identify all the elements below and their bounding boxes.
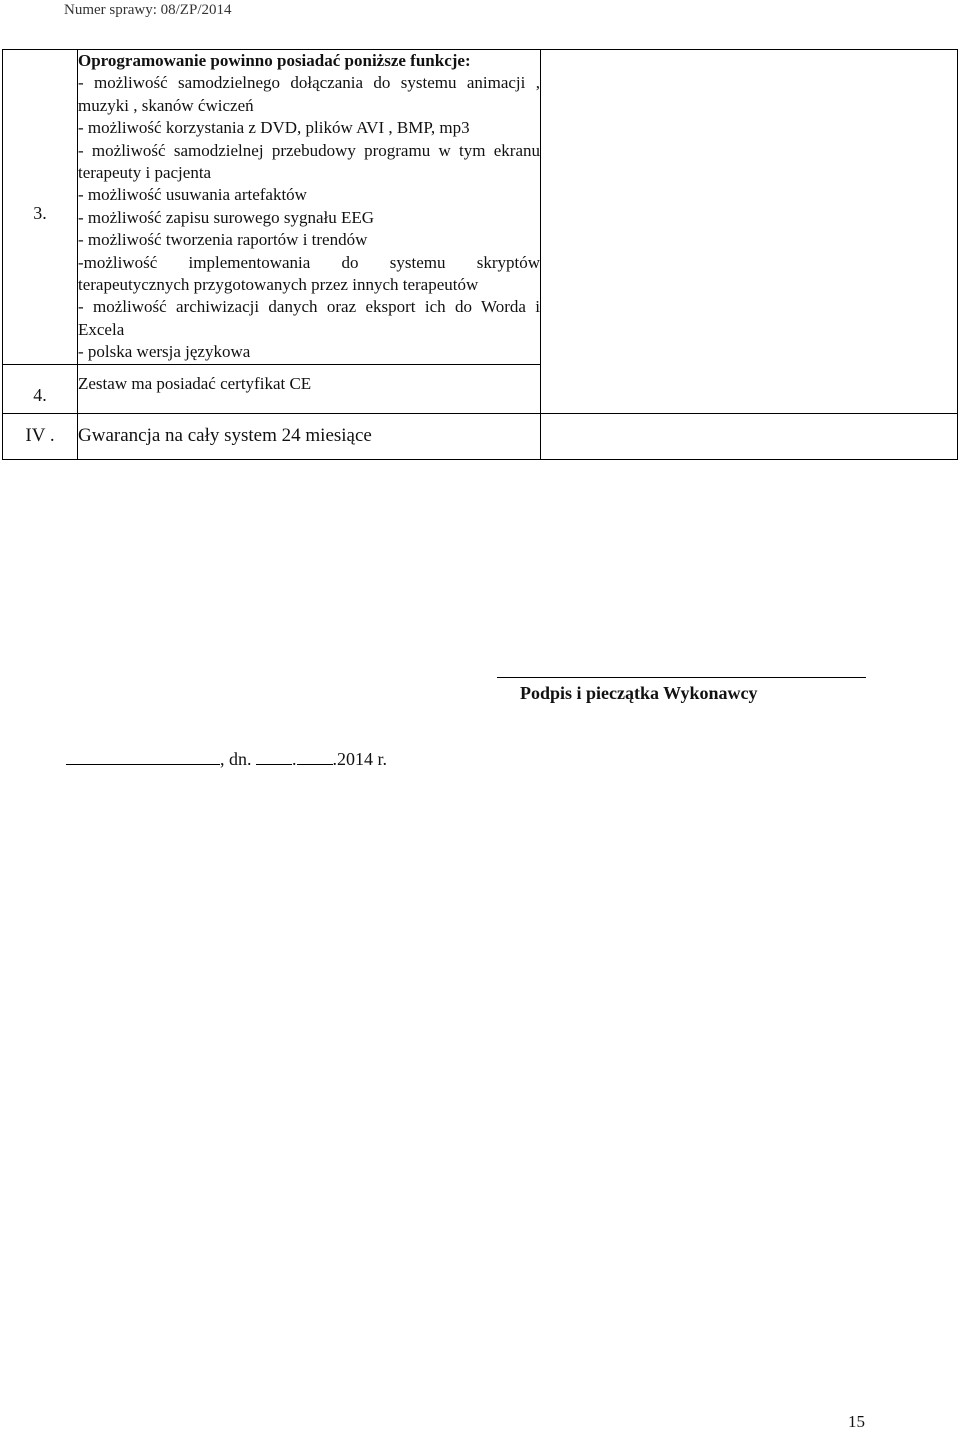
row-description (78, 50, 541, 365)
row-number: IV . (3, 414, 78, 459)
empty-cell (541, 50, 958, 414)
table-row (3, 50, 958, 365)
empty-cell (541, 414, 958, 459)
feature-line: - możliwość samodzielnego dołączania do systemu animacji , muzyki , skanów ćwiczeń (78, 73, 540, 115)
place-date-line (66, 748, 387, 770)
feature-line: -możliwość implementowania do systemu skryptów terapeutycznych przygotowanych przez innych terapeutów (78, 252, 540, 295)
case-number-header: Numer sprawy: 08/ZP/2014 (64, 2, 232, 18)
place-blank (66, 749, 220, 765)
table-row (3, 414, 958, 459)
signature-label: Podpis i pieczątka Wykonawcy (520, 683, 758, 703)
day-blank (256, 749, 292, 765)
description-title: Oprogramowanie powinno posiadać poniższe funkcje: (78, 51, 471, 70)
feature-line: - możliwość zapisu surowego sygnału EEG (78, 207, 375, 227)
feature-line: - polska wersja językowa (78, 342, 251, 362)
row-number: 3. (3, 50, 78, 365)
feature-line: - możliwość usuwania artefaktów (78, 185, 307, 205)
row-description: Gwarancja na cały system 24 miesiące (78, 414, 541, 459)
row-description: Zestaw ma posiadać certyfikat CE (78, 364, 541, 413)
month-blank (297, 749, 333, 765)
page-number: 15 (848, 1412, 865, 1431)
date-separator: , dn. (220, 749, 252, 769)
date-dot: . (292, 749, 297, 769)
feature-line: - możliwość archiwizacji danych oraz eksport ich do Worda i Excela (78, 297, 540, 339)
row-number: 4. (3, 364, 78, 413)
feature-line: - możliwość samodzielnej przebudowy programu w tym ekranu terapeuty i pacjenta (78, 140, 540, 183)
feature-line: - możliwość tworzenia raportów i trendów (78, 230, 368, 250)
specification-table (2, 49, 958, 460)
date-year: .2014 r. (332, 749, 388, 769)
signature-line (497, 677, 866, 678)
feature-line: - możliwość korzystania z DVD, plików AVI , BMP, mp3 (78, 118, 470, 138)
